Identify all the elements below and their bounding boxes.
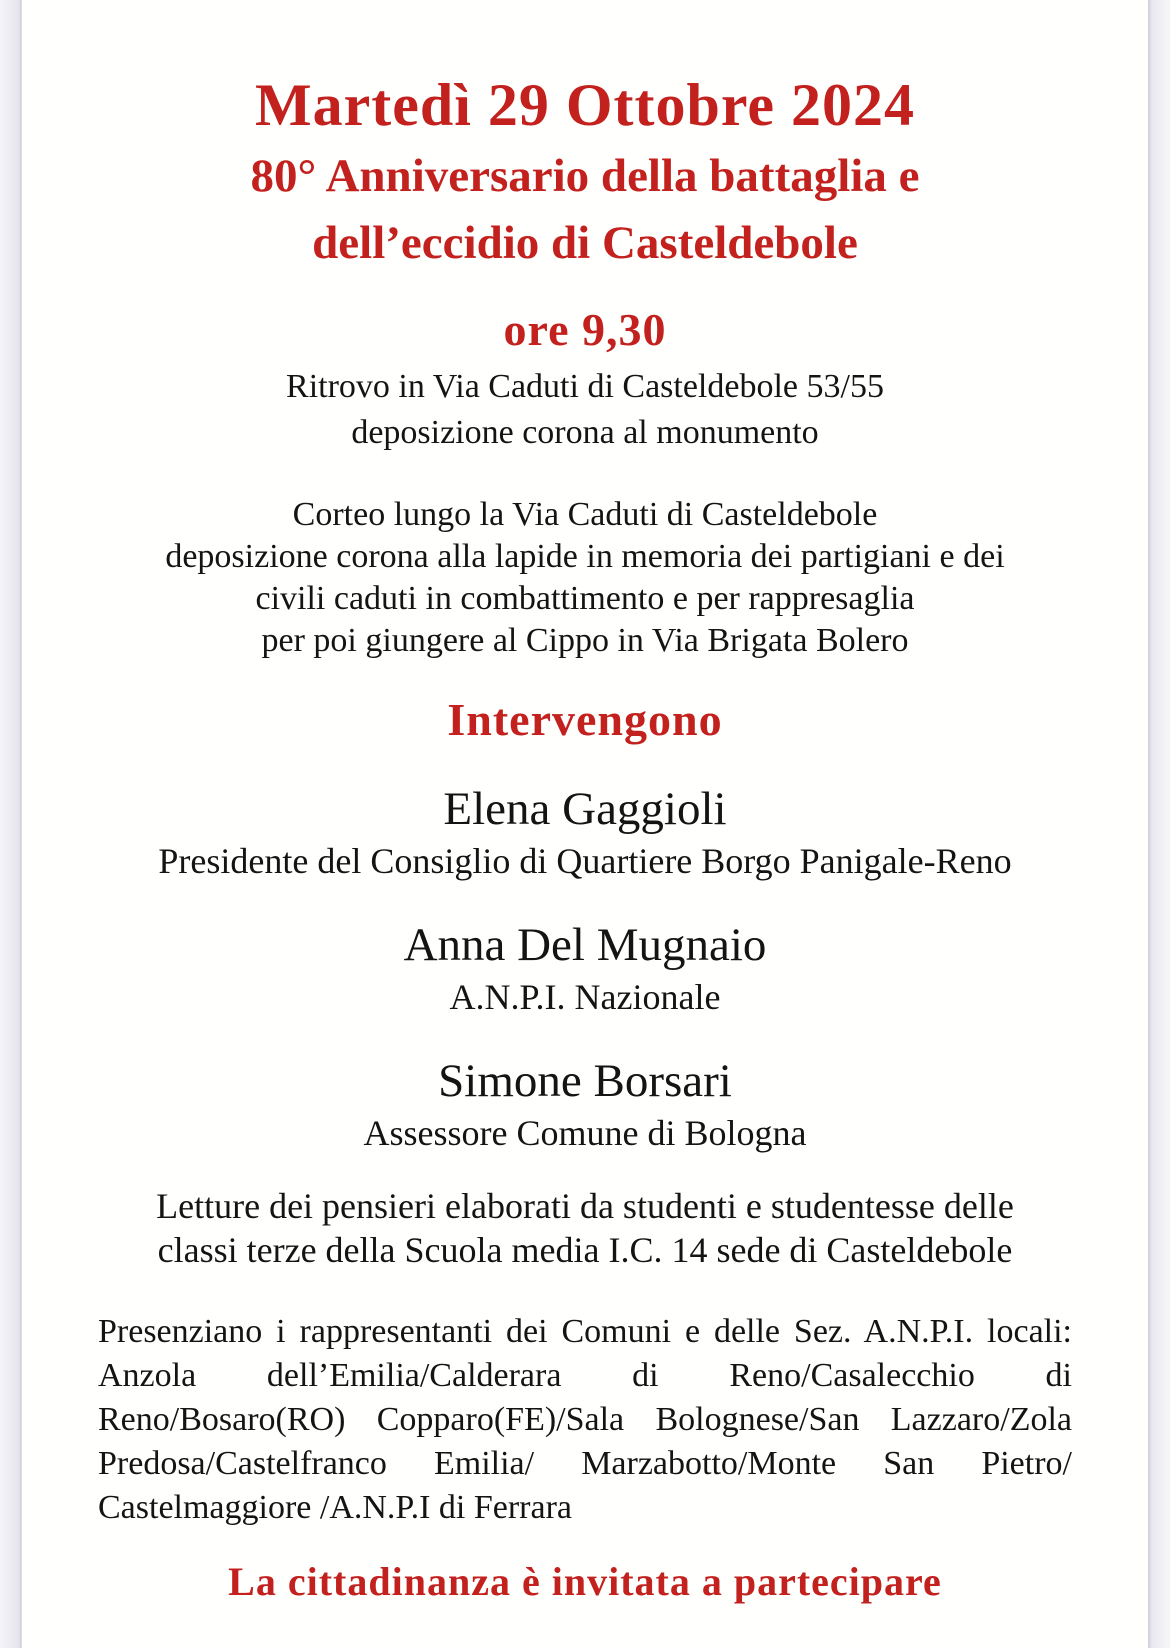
procession-info bbox=[98, 494, 1072, 662]
event-subtitle-line-1: 80° Anniversario della battaglia e bbox=[250, 150, 920, 202]
speaker-name: Elena Gaggioli bbox=[443, 783, 727, 835]
event-subtitle-line-2: dell’eccidio di Casteldebole bbox=[312, 217, 858, 269]
speaker-name: Anna Del Mugnaio bbox=[403, 919, 767, 971]
readings-info bbox=[98, 1184, 1072, 1272]
speaker-entry bbox=[98, 782, 1072, 884]
event-time: ore 9,30 bbox=[503, 304, 667, 355]
speaker-role: A.N.P.I. Nazionale bbox=[449, 977, 721, 1017]
meeting-info bbox=[98, 364, 1072, 456]
speakers-heading: Intervengono bbox=[447, 694, 723, 745]
readings-line-1: Letture dei pensieri elaborati da studenti e studentesse delle bbox=[156, 1186, 1014, 1226]
speaker-role: Presidente del Consiglio di Quartiere Borgo Panigale-Reno bbox=[158, 841, 1012, 881]
event-date-title: Martedì 29 Ottobre 2024 bbox=[254, 72, 916, 138]
flyer-page bbox=[22, 0, 1148, 1648]
speaker-name: Simone Borsari bbox=[438, 1055, 732, 1107]
meeting-ceremony-line: deposizione corona al monumento bbox=[351, 414, 819, 451]
meeting-location-line: Ritrovo in Via Caduti di Casteldebole 53/55 bbox=[286, 368, 884, 405]
speaker-role: Assessore Comune di Bologna bbox=[363, 1113, 807, 1153]
speaker-entry bbox=[98, 1054, 1072, 1156]
readings-line-2: classi terze della Scuola media I.C. 14 sede di Casteldebole bbox=[157, 1230, 1013, 1270]
closing-invitation: La cittadinanza è invitata a partecipare bbox=[228, 1559, 942, 1604]
procession-line-3: civili caduti in combattimento e per rappresaglia bbox=[255, 580, 915, 617]
attendees-paragraph: Presenziano i rappresentanti dei Comuni e delle Sez. A.N.P.I. locali: Anzola dell’Emilia/Calderara di Reno/Casalecchio di Reno/Bosaro(RO) Copparo(FE)/Sala Bolognese/San Lazzaro/Zola Predosa/Castelfranco Emilia/ Marzabotto/Monte San Pietro/ Castelmaggiore /A.N.P.I di Ferrara bbox=[98, 1313, 1072, 1526]
procession-line-1: Corteo lungo la Via Caduti di Casteldebole bbox=[292, 496, 878, 533]
procession-line-4: per poi giungere al Cippo in Via Brigata Bolero bbox=[261, 622, 909, 659]
event-subtitle bbox=[98, 146, 1072, 274]
speaker-entry bbox=[98, 918, 1072, 1020]
procession-line-2: deposizione corona alla lapide in memoria dei partigiani e dei bbox=[165, 538, 1005, 575]
